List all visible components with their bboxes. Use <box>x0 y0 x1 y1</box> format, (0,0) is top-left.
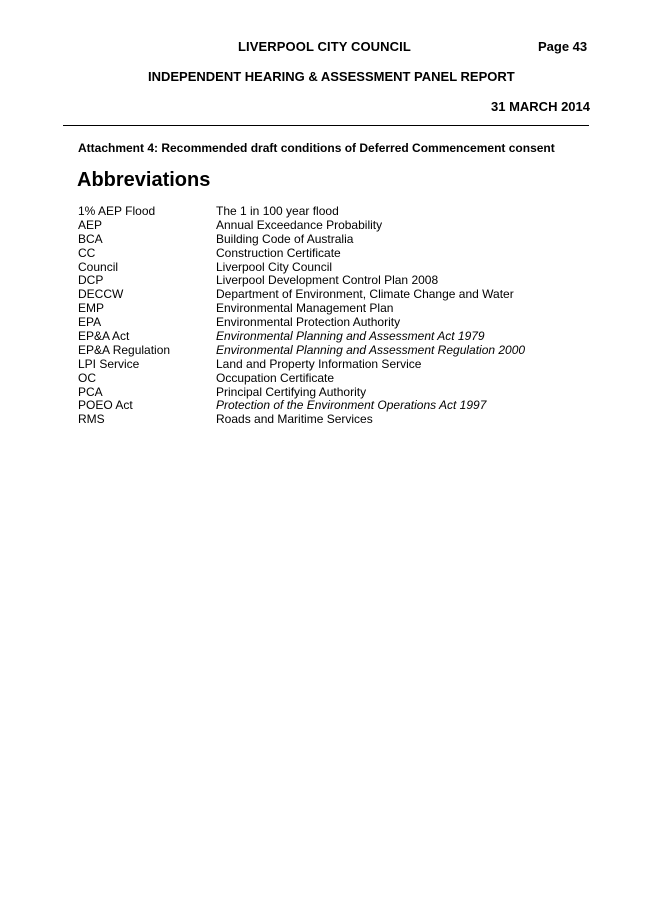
header-council-name: LIVERPOOL CITY COUNCIL <box>238 39 411 54</box>
header-page-number: Page 43 <box>538 39 588 54</box>
abbreviation-row <box>78 261 578 275</box>
abbreviation-definition: Liverpool Development Control Plan 2008 <box>216 273 439 288</box>
abbreviation-row <box>78 274 578 288</box>
abbreviation-row <box>78 247 578 261</box>
abbreviation-row <box>78 358 578 372</box>
abbreviation-definition: Environmental Planning and Assessment Regulation 2000 <box>216 342 526 357</box>
abbreviation-row <box>78 316 578 330</box>
abbreviation-term: DCP <box>78 273 104 288</box>
abbreviation-term: BCA <box>78 231 103 246</box>
abbreviation-definition: Land and Property Information Service <box>216 356 422 371</box>
abbreviation-definition: Principal Certifying Authority <box>216 384 367 399</box>
section-heading: Abbreviations <box>77 169 211 191</box>
abbreviation-row <box>78 302 578 316</box>
abbreviation-term: EMP <box>78 301 105 316</box>
abbreviation-definition: Occupation Certificate <box>216 370 335 385</box>
abbreviations-list <box>78 205 578 427</box>
abbreviation-row <box>78 399 578 413</box>
abbreviation-row <box>78 233 578 247</box>
abbreviation-definition: Department of Environment, Climate Change and Water <box>216 287 514 302</box>
abbreviation-row <box>78 330 578 344</box>
abbreviation-term: DECCW <box>78 287 124 302</box>
abbreviation-term: 1% AEP Flood <box>78 204 156 218</box>
abbreviation-definition: Annual Exceedance Probability <box>216 217 383 232</box>
abbreviation-definition: Environmental Management Plan <box>216 301 394 316</box>
abbreviation-row <box>78 205 578 219</box>
abbreviation-row <box>78 344 578 358</box>
header-date: 31 MARCH 2014 <box>491 99 590 114</box>
abbreviation-row <box>78 288 578 302</box>
abbreviation-definition: Environmental Planning and Assessment Act 1979 <box>216 329 485 344</box>
abbreviation-row <box>78 386 578 400</box>
abbreviation-term: EP&A Regulation <box>78 342 171 357</box>
abbreviation-term: CC <box>78 245 96 260</box>
abbreviation-definition: Building Code of Australia <box>216 231 354 246</box>
abbreviation-term: PCA <box>78 384 103 399</box>
attachment-title: Attachment 4: Recommended draft conditions of Deferred Commencement consent <box>78 141 555 155</box>
abbreviation-definition: Liverpool City Council <box>216 259 333 274</box>
abbreviation-definition: Protection of the Environment Operations Act 1997 <box>216 398 487 413</box>
abbreviation-term: POEO Act <box>78 398 133 413</box>
abbreviation-definition: Environmental Protection Authority <box>216 315 401 330</box>
abbreviation-term: Council <box>78 259 119 274</box>
abbreviation-term: AEP <box>78 217 103 232</box>
abbreviation-row <box>78 219 578 233</box>
header-report-title: INDEPENDENT HEARING & ASSESSMENT PANEL REPORT <box>148 69 515 84</box>
abbreviation-row <box>78 372 578 386</box>
abbreviation-term: LPI Service <box>78 356 140 371</box>
header-divider <box>63 125 589 126</box>
abbreviation-term: EPA <box>78 315 102 330</box>
abbreviation-definition: The 1 in 100 year flood <box>216 204 339 218</box>
abbreviation-term: OC <box>78 370 96 385</box>
abbreviation-term: RMS <box>78 412 105 427</box>
abbreviation-definition: Construction Certificate <box>216 245 341 260</box>
abbreviation-row <box>78 413 578 427</box>
abbreviation-term: EP&A Act <box>78 329 130 344</box>
abbreviation-definition: Roads and Maritime Services <box>216 412 373 427</box>
